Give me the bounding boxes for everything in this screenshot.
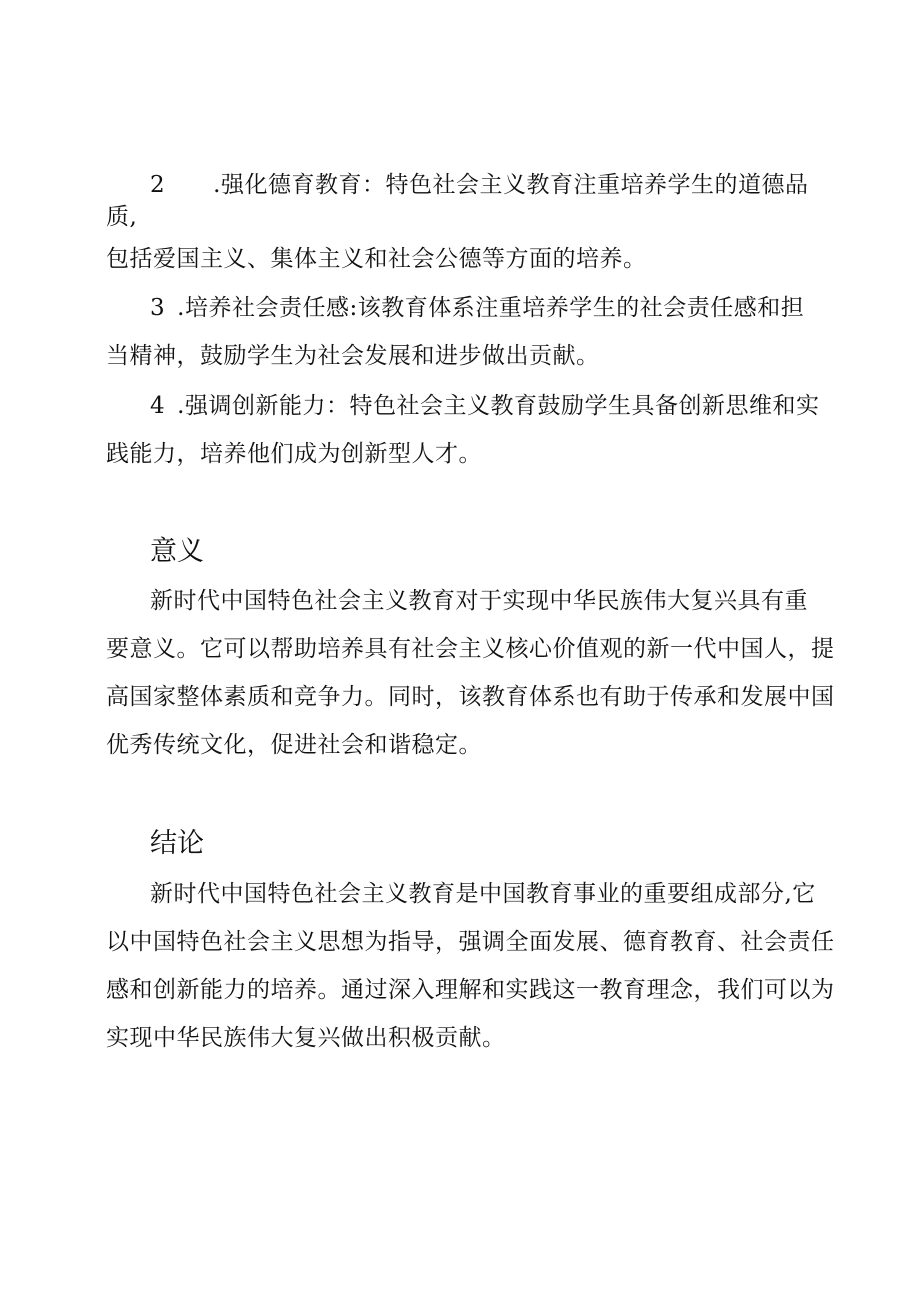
conclusion-line-1: 新时代中国特色社会主义教育是中国教育事业的重要组成部分,它: [150, 881, 816, 907]
list-item-4-number: 4: [150, 393, 166, 419]
list-item-2-line-2: 质,: [106, 204, 138, 230]
significance-line-2: 要意义。它可以帮助培养具有社会主义核心价值观的新一代中国人，提: [106, 636, 835, 662]
list-item-3-line-2: 当精神，鼓励学生为社会发展和进步做出贡献。: [106, 343, 600, 369]
list-item-2-line-3: 包括爱国主义、集体主义和社会公德等方面的培养。: [106, 246, 647, 272]
significance-line-1: 新时代中国特色社会主义教育对于实现中华民族伟大复兴具有重: [150, 588, 808, 614]
list-item-3-line-1: [150, 293, 804, 323]
list-item-3-number: 3: [150, 295, 166, 321]
list-item-4-line-1: [150, 391, 819, 421]
conclusion-line-3: 感和创新能力的培养。通过深入理解和实践这一教育理念，我们可以为: [106, 977, 835, 1003]
list-item-2-text: .强化德育教育：特色社会主义教育注重培养学生的道德品: [213, 172, 809, 198]
significance-line-3: 高国家整体素质和竞争力。同时，该教育体系也有助于传承和发展中国: [106, 684, 835, 710]
significance-line-4: 优秀传统文化，促进社会和谐稳定。: [106, 732, 482, 758]
list-item-3-text: .培养社会责任感:该教育体系注重培养学生的社会责任感和担: [177, 295, 805, 321]
list-item-2-line-1: [150, 170, 808, 200]
list-item-4-text: .强调创新能力：特色社会主义教育鼓励学生具备创新思维和实: [177, 393, 820, 419]
conclusion-heading: 结论: [150, 828, 204, 859]
conclusion-line-2: 以中国特色社会主义思想为指导，强调全面发展、德育教育、社会责任: [106, 929, 835, 955]
conclusion-line-4: 实现中华民族伟大复兴做出积极贡献。: [106, 1025, 506, 1051]
list-item-4-line-2: 践能力，培养他们成为创新型人才。: [106, 441, 482, 467]
significance-heading: 意义: [150, 536, 204, 567]
list-item-2-number: 2: [150, 172, 166, 198]
